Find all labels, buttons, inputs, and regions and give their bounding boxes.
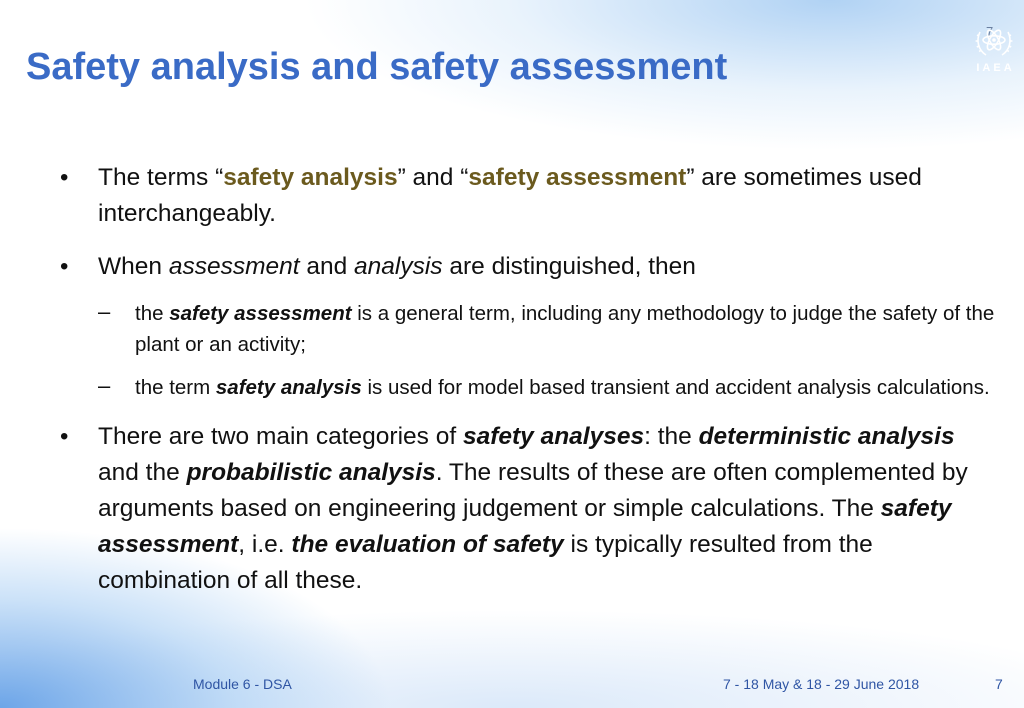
- emphasis-safety-assessment: safety assessment: [98, 495, 952, 558]
- bullet-text: and the: [98, 459, 187, 486]
- emphasis-evaluation-of-safety: the evaluation of safety: [291, 531, 564, 558]
- iaea-emblem-icon: [974, 24, 1014, 60]
- emphasis-safety-analysis: safety analysis: [215, 376, 362, 399]
- emphasis-safety-analyses: safety analyses: [462, 423, 645, 450]
- footer-dates: 7 - 18 May & 18 - 29 June 2018: [723, 676, 920, 692]
- emphasis-deterministic-analysis: deterministic analysis: [698, 423, 955, 450]
- bullet-terms: [60, 160, 1000, 232]
- footer-module: Module 6 - DSA: [193, 676, 292, 692]
- bullet-text: ” are sometimes used interchangeably.: [98, 164, 922, 227]
- bullet-text: ” and “: [397, 164, 469, 191]
- sub-bullet-text: is used for model based transient and accident analysis calculations.: [361, 376, 990, 399]
- slide-body: [60, 160, 1000, 616]
- highlight-safety-assessment: safety assessment: [468, 164, 687, 191]
- bullet-text: is typically resulted from the combination of all these.: [98, 531, 873, 594]
- sub-bullet-analysis: [98, 372, 1000, 403]
- sub-bullet-text: the: [135, 302, 170, 325]
- sub-bullet-text: the term: [135, 376, 216, 399]
- sub-bullet-text: is a general term, including any methodology to judge the safety of the plant or an activity;: [135, 302, 995, 356]
- logo-text: IAEA: [976, 62, 1015, 74]
- highlight-safety-analysis: safety analysis: [223, 164, 398, 191]
- footer-page-number: 7: [995, 676, 1003, 692]
- bullet-distinguished: [60, 249, 1000, 285]
- bullet-text: There are two main categories of: [98, 423, 463, 450]
- bullet-text: and: [299, 253, 355, 280]
- bullet-text: When: [98, 253, 169, 280]
- bullet-text: The terms “: [98, 164, 224, 191]
- iaea-logo: [968, 24, 1020, 74]
- page-number-top: 7: [986, 24, 994, 39]
- bullet-text: , i.e.: [238, 531, 292, 558]
- bullet-text: : the: [644, 423, 699, 450]
- sub-bullet-assessment: [98, 298, 1000, 360]
- bullet-text: . The results of these are often complemented by arguments based on engineering judgement or simple calculations. The: [98, 459, 968, 522]
- emphasis-probabilistic-analysis: probabilistic analysis: [186, 459, 436, 486]
- bullet-categories: [60, 419, 1000, 599]
- italic-analysis: analysis: [354, 253, 443, 280]
- bullet-text: are distinguished, then: [442, 253, 696, 280]
- emphasis-safety-assessment: safety assessment: [169, 302, 352, 325]
- italic-assessment: assessment: [168, 253, 300, 280]
- slide-title: Safety analysis and safety assessment: [26, 46, 728, 88]
